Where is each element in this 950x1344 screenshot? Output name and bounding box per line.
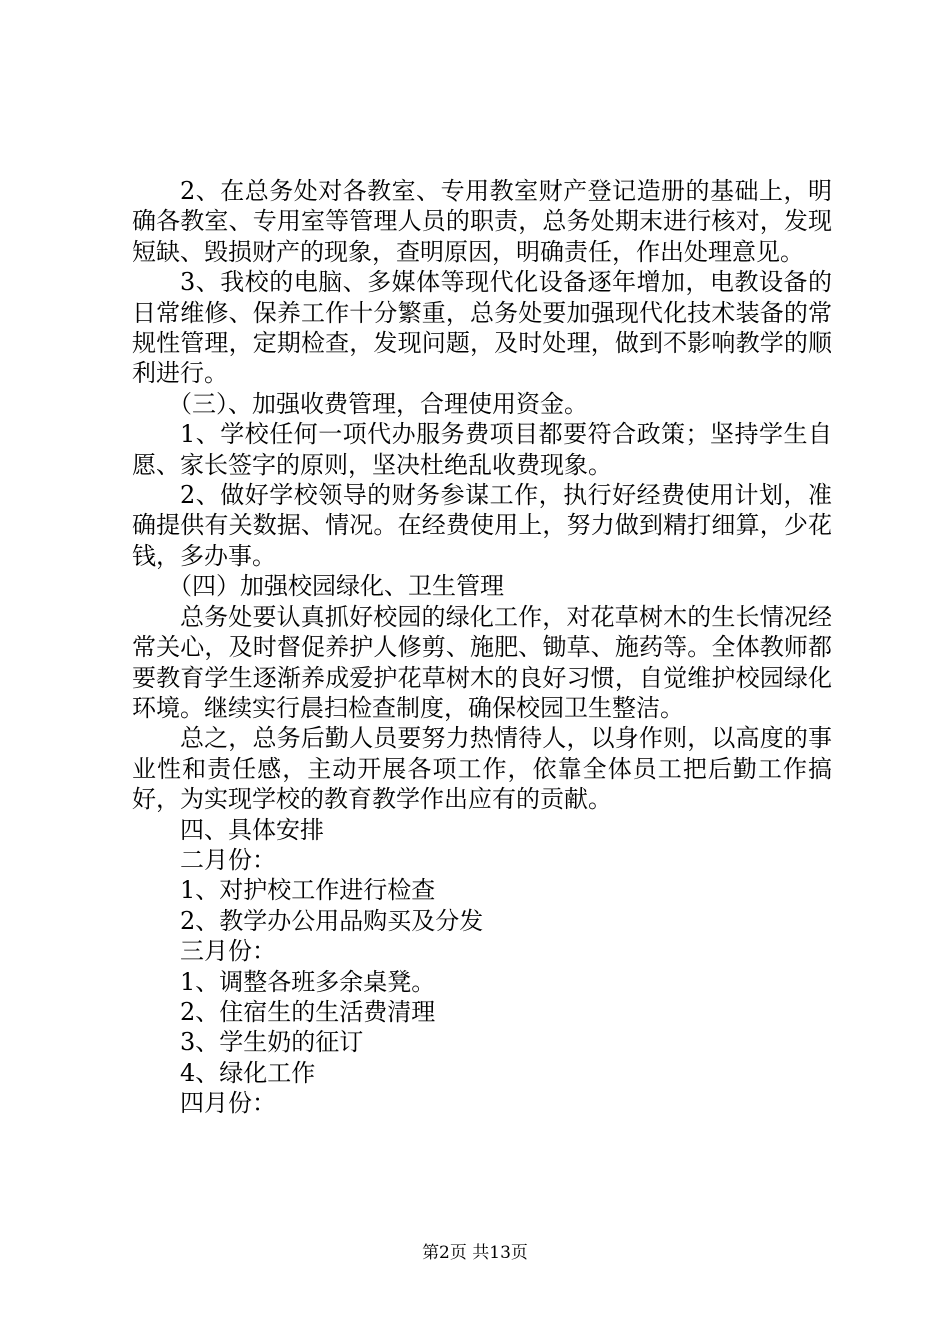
month-heading-february: 二月份： <box>180 845 276 874</box>
month-heading-march: 三月份： <box>180 937 276 966</box>
list-item: 2、教学办公用品购买及分发 <box>180 906 484 935</box>
section-heading-schedule: 四、具体安排 <box>180 815 324 844</box>
paragraph-greening-work: 总务处要认真抓好校园的绿化工作，对花草树木的生长情况经常关心，及时督促养护人修剪、施肥、锄草、施药等。全体教师都要教育学生逐渐养成爱护花草树木的良好习惯，自觉维护校园绿化环境。继续实行晨扫检查制度，确保校园卫生整洁。 <box>132 602 832 722</box>
section-heading-campus-greening: （四）加强校园绿化、卫生管理 <box>168 572 504 601</box>
list-item: 3、学生奶的征订 <box>180 1028 364 1057</box>
list-item: 4、绿化工作 <box>180 1058 316 1087</box>
page-number-footer: 第2页 共13页 <box>422 1243 528 1263</box>
paragraph-finance-advice: 2、做好学校领导的财务参谋工作，执行好经费使用计划，准确提供有关数据、情况。在经费使用上，努力做到精打细算，少花钱，多办事。 <box>132 481 832 570</box>
paragraph-modern-equipment: 3、我校的电脑、多媒体等现代化设备逐年增加，电教设备的日常维修、保养工作十分繁重，总务处要加强现代化技术装备的常规性管理，定期检查，发现问题，及时处理，做到不影响教学的顺利进行。 <box>132 268 832 388</box>
list-item: 2、住宿生的生活费清理 <box>180 997 436 1026</box>
list-item: 1、对护校工作进行检查 <box>180 876 436 905</box>
document-body <box>132 176 832 1119</box>
paragraph-summary: 总之，总务后勤人员要努力热情待人，以身作则，以高度的事业性和责任感，主动开展各项工作，依靠全体员工把后勤工作搞好，为实现学校的教育教学作出应有的贡献。 <box>132 724 832 814</box>
month-heading-april: 四月份： <box>180 1089 276 1118</box>
section-heading-fee-management: （三）、加强收费管理，合理使用资金。 <box>168 389 588 418</box>
list-item: 1、调整各班多余桌凳。 <box>180 967 436 996</box>
paragraph-property-registration: 2、在总务处对各教室、专用教室财产登记造册的基础上，明确各教室、专用室等管理人员的职责，总务处期末进行核对，发现短缺、毁损财产的现象，查明原因，明确责任，作出处理意见。 <box>132 177 832 266</box>
paragraph-fee-policy: 1、学校任何一项代办服务费项目都要符合政策；坚持学生自愿、家长签字的原则，坚决杜绝乱收费现象。 <box>132 420 832 479</box>
